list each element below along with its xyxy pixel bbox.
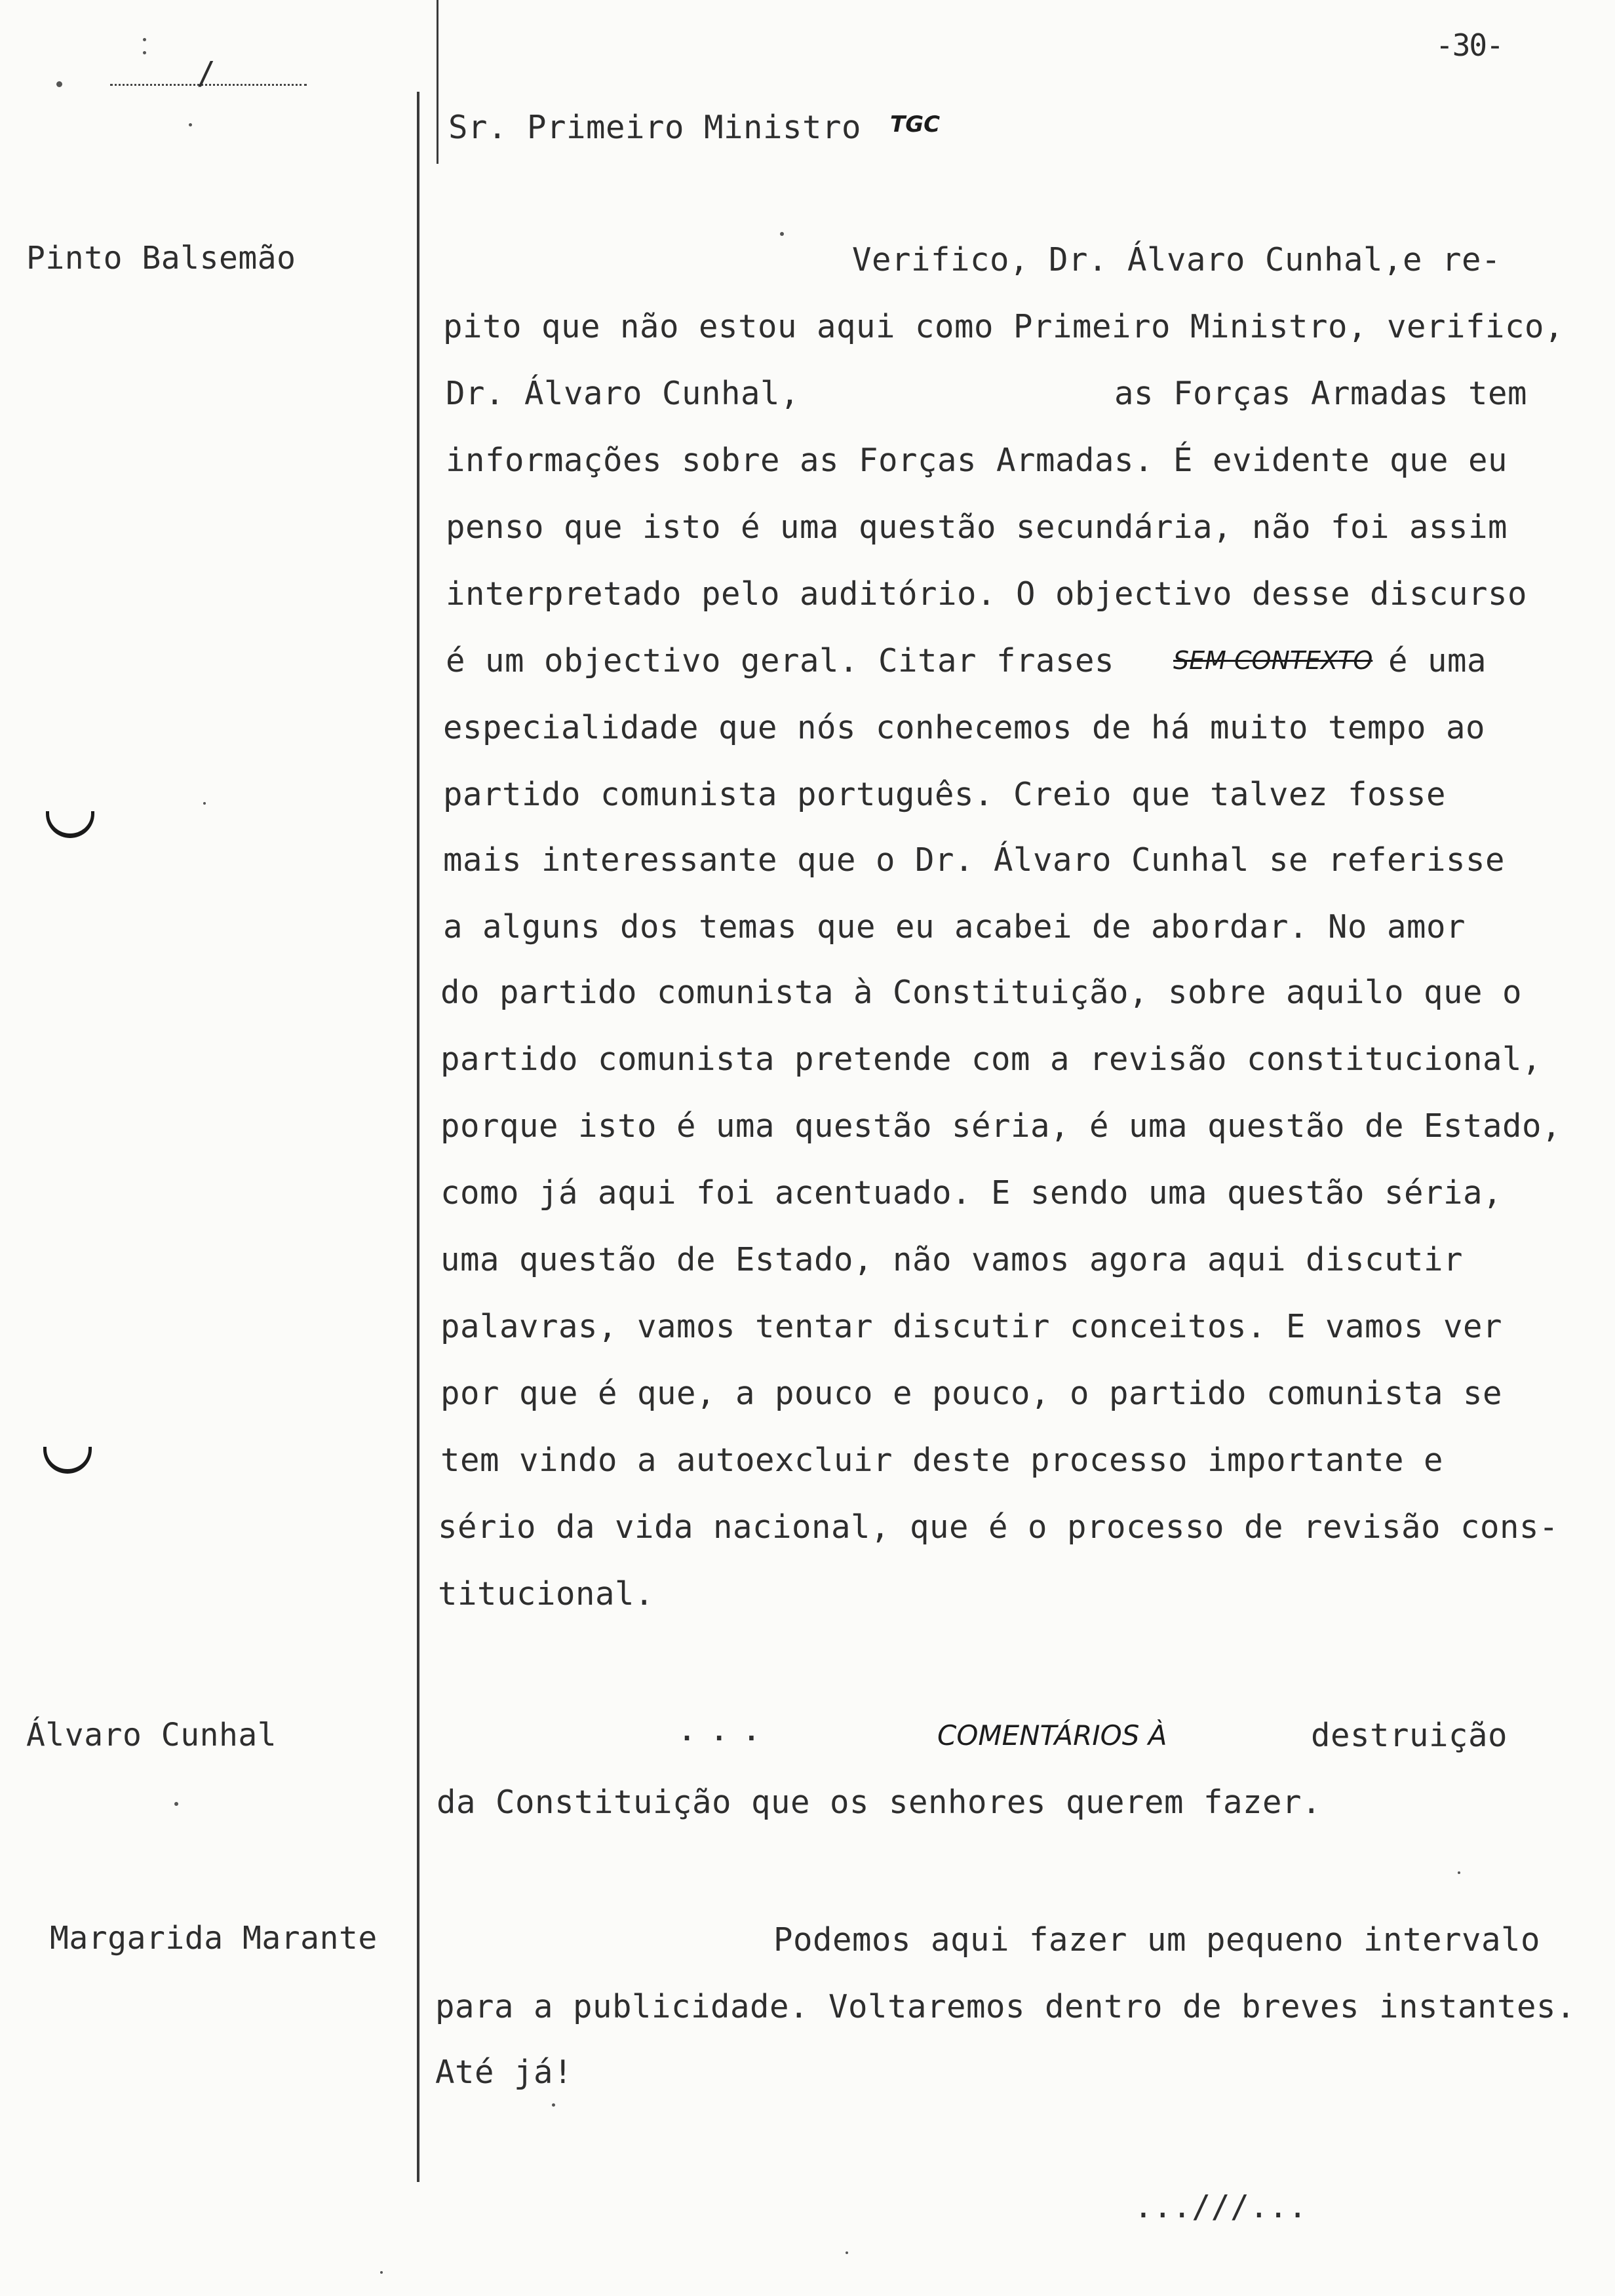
text-line: como já aqui foi acentuado. E sendo uma questão séria, bbox=[440, 1174, 1503, 1212]
margin-arc-mark bbox=[46, 811, 94, 838]
text-line: as Forças Armadas tem bbox=[1114, 375, 1528, 412]
text-line: Verifico, Dr. Álvaro Cunhal,e re- bbox=[852, 241, 1502, 278]
text-line: pito que não estou aqui como Primeiro Ministro, verifico, bbox=[443, 308, 1565, 345]
text-line: uma questão de Estado, não vamos agora aqui discutir bbox=[440, 1241, 1464, 1278]
continuation-mark: ...///... bbox=[1134, 2189, 1308, 2225]
text-line: titucional. bbox=[438, 1575, 655, 1613]
text-line: é uma bbox=[1388, 642, 1487, 679]
ink-speck bbox=[143, 38, 146, 41]
text-line: partido comunista português. Creio que talvez fosse bbox=[443, 776, 1447, 813]
ink-speck bbox=[189, 123, 192, 126]
text-line: Até já! bbox=[435, 2054, 574, 2091]
text-line: para a publicidade. Voltaremos dentro de breves instantes. bbox=[435, 1988, 1576, 2025]
text-line: tem vindo a autoexcluir deste processo importante e bbox=[440, 1442, 1444, 1479]
text-line: é um objectivo geral. Citar frases bbox=[446, 642, 1115, 679]
text-line: Dr. Álvaro Cunhal, bbox=[446, 375, 800, 412]
speaker-margarida-marante: Margarida Marante bbox=[50, 1920, 378, 1957]
text-line: do partido comunista à Constituição, sobre aquilo que o bbox=[440, 974, 1523, 1011]
handwritten-annotation: TGC bbox=[890, 111, 941, 138]
text-line: mais interessante que o Dr. Álvaro Cunhal se referisse bbox=[443, 841, 1506, 879]
ink-speck bbox=[203, 802, 206, 805]
handwritten-insert: SEM CONTEXTO bbox=[1173, 646, 1373, 675]
margin-arc-mark bbox=[43, 1447, 92, 1474]
ink-speck bbox=[143, 51, 146, 54]
speaker-pinto-balsemao: Pinto Balsemão bbox=[26, 240, 296, 277]
text-line: partido comunista pretende com a revisão constitucional, bbox=[440, 1041, 1542, 1078]
ink-speck bbox=[1458, 1871, 1460, 1874]
speaker-alvaro-cunhal: Álvaro Cunhal bbox=[26, 1717, 277, 1753]
ink-speck bbox=[174, 1802, 178, 1806]
text-line: interpretado pelo auditório. O objectivo desse discurso bbox=[446, 575, 1528, 613]
text-line: a alguns dos temas que eu acabei de abordar. No amor bbox=[443, 908, 1466, 946]
margin-rule-top bbox=[437, 0, 438, 164]
text-line: sério da vida nacional, que é o processo de revisão cons- bbox=[438, 1508, 1559, 1546]
text-line: da Constituição que os senhores querem fazer. bbox=[437, 1784, 1322, 1821]
ink-speck bbox=[56, 81, 62, 87]
ink-speck bbox=[846, 2251, 848, 2254]
text-line: palavras, vamos tentar discutir conceitos. E vamos ver bbox=[440, 1308, 1503, 1345]
ink-speck bbox=[552, 2103, 555, 2107]
text-line: destruição bbox=[1311, 1717, 1508, 1754]
text-line: especialidade que nós conhecemos de há muito tempo ao bbox=[443, 709, 1486, 746]
handwritten-comment: COMENTÁRIOS À bbox=[937, 1719, 1167, 1751]
text-line: penso que isto é uma questão secundária, não foi assim bbox=[446, 508, 1508, 546]
ink-speck bbox=[380, 2271, 383, 2274]
text-line: Podemos aqui fazer um pequeno intervalo bbox=[773, 1921, 1541, 1959]
ink-speck bbox=[780, 232, 784, 236]
corner-slash-mark: / bbox=[197, 55, 216, 92]
ellipsis: . . . bbox=[679, 1717, 760, 1747]
addressee-line: Sr. Primeiro Ministro bbox=[448, 109, 862, 146]
margin-rule-main bbox=[417, 92, 419, 2182]
text-line: informações sobre as Forças Armadas. É evidente que eu bbox=[446, 442, 1508, 479]
page-number: -30- bbox=[1435, 28, 1503, 63]
text-line: por que é que, a pouco e pouco, o partido comunista se bbox=[440, 1375, 1503, 1412]
text-line: porque isto é uma questão séria, é uma questão de Estado, bbox=[440, 1107, 1562, 1145]
